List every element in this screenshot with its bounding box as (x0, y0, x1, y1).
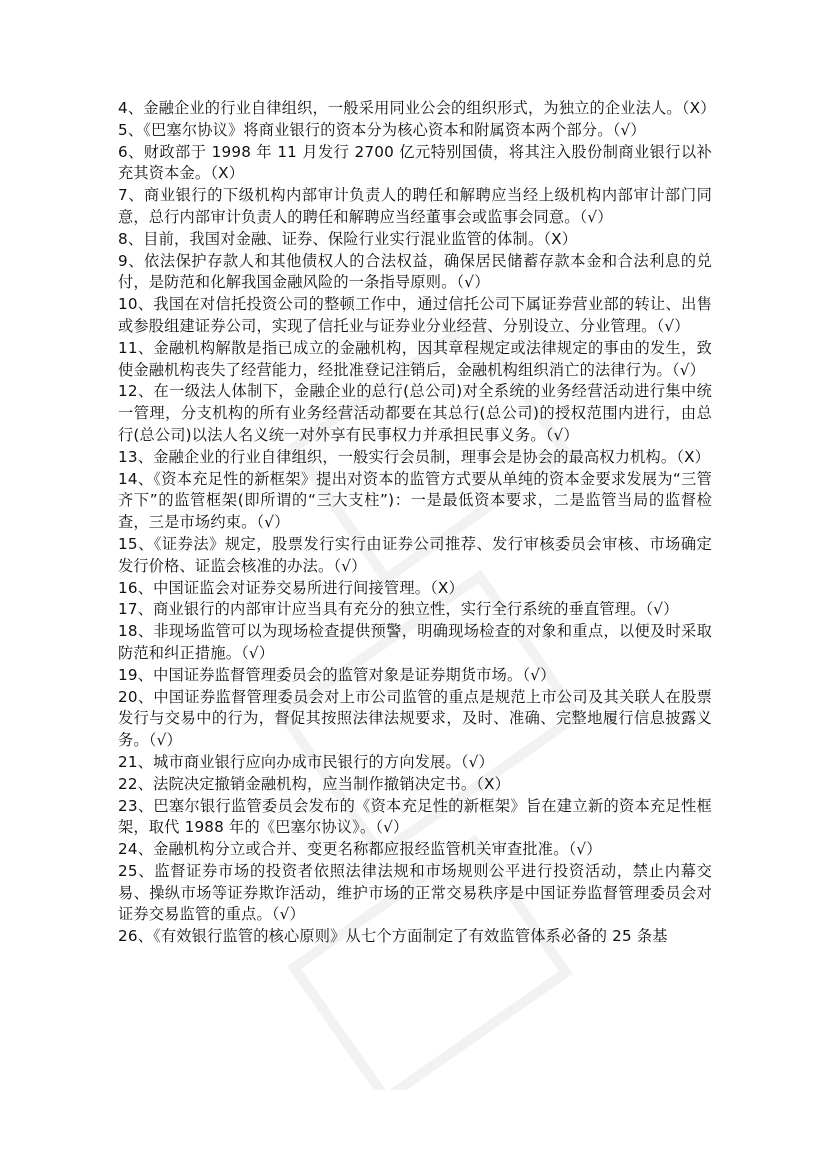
question-item: 9、依法保护存款人和其他债权人的合法权益，确保居民储蓄存款本金和合法利息的兑付，是防范和化解我国金融风险的一条指导原则。（√） (118, 251, 712, 292)
question-item: 11、金融机构解散是指已成立的金融机构，因其章程规定或法律规定的事由的发生，致使金融机构丧失了经营能力，经批准登记注销后，金融机构组织消亡的法律行为。（√） (118, 338, 712, 379)
question-item: 22、法院决定撤销金融机构，应当制作撤销决定书。（X） (118, 774, 511, 793)
question-item: 16、中国证监会对证券交易所进行间接管理。（X） (118, 578, 464, 597)
question-item: 8、目前，我国对金融、证券、保险行业实行混业监管的体制。（X） (118, 229, 578, 248)
question-item: 7、商业银行的下级机构内部审计负责人的聘任和解聘应当经上级机构内部审计部门同意，总行内部审计负责人的聘任和解聘应当经董事会或监事会同意。（√） (118, 186, 712, 226)
question-item: 6、财政部于 1998 年 11 月发行 2700 亿元特别国债，将其注入股份制商业银行以补充其资本金。（X） (118, 142, 712, 183)
question-item: 25、监督证券市场的投资者依照法律法规和市场规则公平进行投资活动，禁止内幕交易、操纵市场等证券欺诈活动，维护市场的正常交易秩序是中国证券监督管理委员会对证券交易监管的重点。（√） (118, 861, 712, 924)
question-item: 17、商业银行的内部审计应当具有充分的独立性，实行全行系统的垂直管理。（√） (118, 600, 679, 619)
question-item: 10、我国在对信托投资公司的整顿工作中，通过信托公司下属证券营业部的转让、出售或参股组建证券公司，实现了信托业与证券业分业经营、分别设立、分业管理。（√） (118, 295, 712, 335)
question-item: 12、在一级法人体制下，金融企业的总行(总公司)对全系统的业务经营活动进行集中统一管理，分支机构的所有业务经营活动都要在其总行(总公司)的授权范围内进行，由总行(总公司)以法人名义统一对外享有民事权力并承担民事义务。（√） (118, 382, 712, 444)
question-item: 13、金融企业的行业自律组织，一般实行会员制，理事会是协会的最高权力机构。（X） (118, 447, 711, 466)
question-item: 23、巴塞尔银行监管委员会发布的《资本充足性的新框架》旨在建立新的资本充足性框架，取代 1988 年的《巴塞尔协议》。（√） (118, 796, 712, 837)
question-item: 15、《证券法》规定，股票发行实行由证券公司推荐、发行审核委员会审核、市场确定发行价格、证监会核准的办法。（√） (118, 534, 712, 575)
question-item: 20、中国证券监督管理委员会对上市公司监管的重点是规范上市公司及其关联人在股票发行与交易中的行为，督促其按照法律法规要求，及时、准确、完整地履行信息披露义务。（√） (118, 687, 712, 750)
question-item: 19、中国证券监督管理委员会的监管对象是证券期货市场。（√） (118, 665, 556, 684)
question-item: 26、《有效银行监管的核心原则》从七个方面制定了有效监管体系必备的 25 条基 (118, 927, 668, 946)
question-item: 14、《资本充足性的新框架》提出对资本的监管方式要从单纯的资本金要求发展为“三管齐下”的监管框架(即所谓的“三大支柱”)：一是最低资本要求，二是监管当局的监督检查，三是市场约束。（√） (118, 469, 712, 532)
question-item: 18、非现场监管可以为现场检查提供预警，明确现场检查的对象和重点，以便及时采取防范和纠正措施。（√） (118, 622, 712, 662)
question-item: 21、城市商业银行应向办成市民银行的方向发展。（√） (118, 752, 494, 771)
question-item: 24、金融机构分立或合并、变更名称都应报经监管机关审查批准。（√） (118, 840, 602, 859)
question-item: 4、金融企业的行业自律组织，一般采用同业公会的组织形式，为独立的企业法人。（X） (118, 99, 716, 117)
question-list (118, 98, 716, 948)
question-item: 5、《巴塞尔协议》将商业银行的资本分为核心资本和附属资本两个部分。（√） (118, 120, 646, 139)
